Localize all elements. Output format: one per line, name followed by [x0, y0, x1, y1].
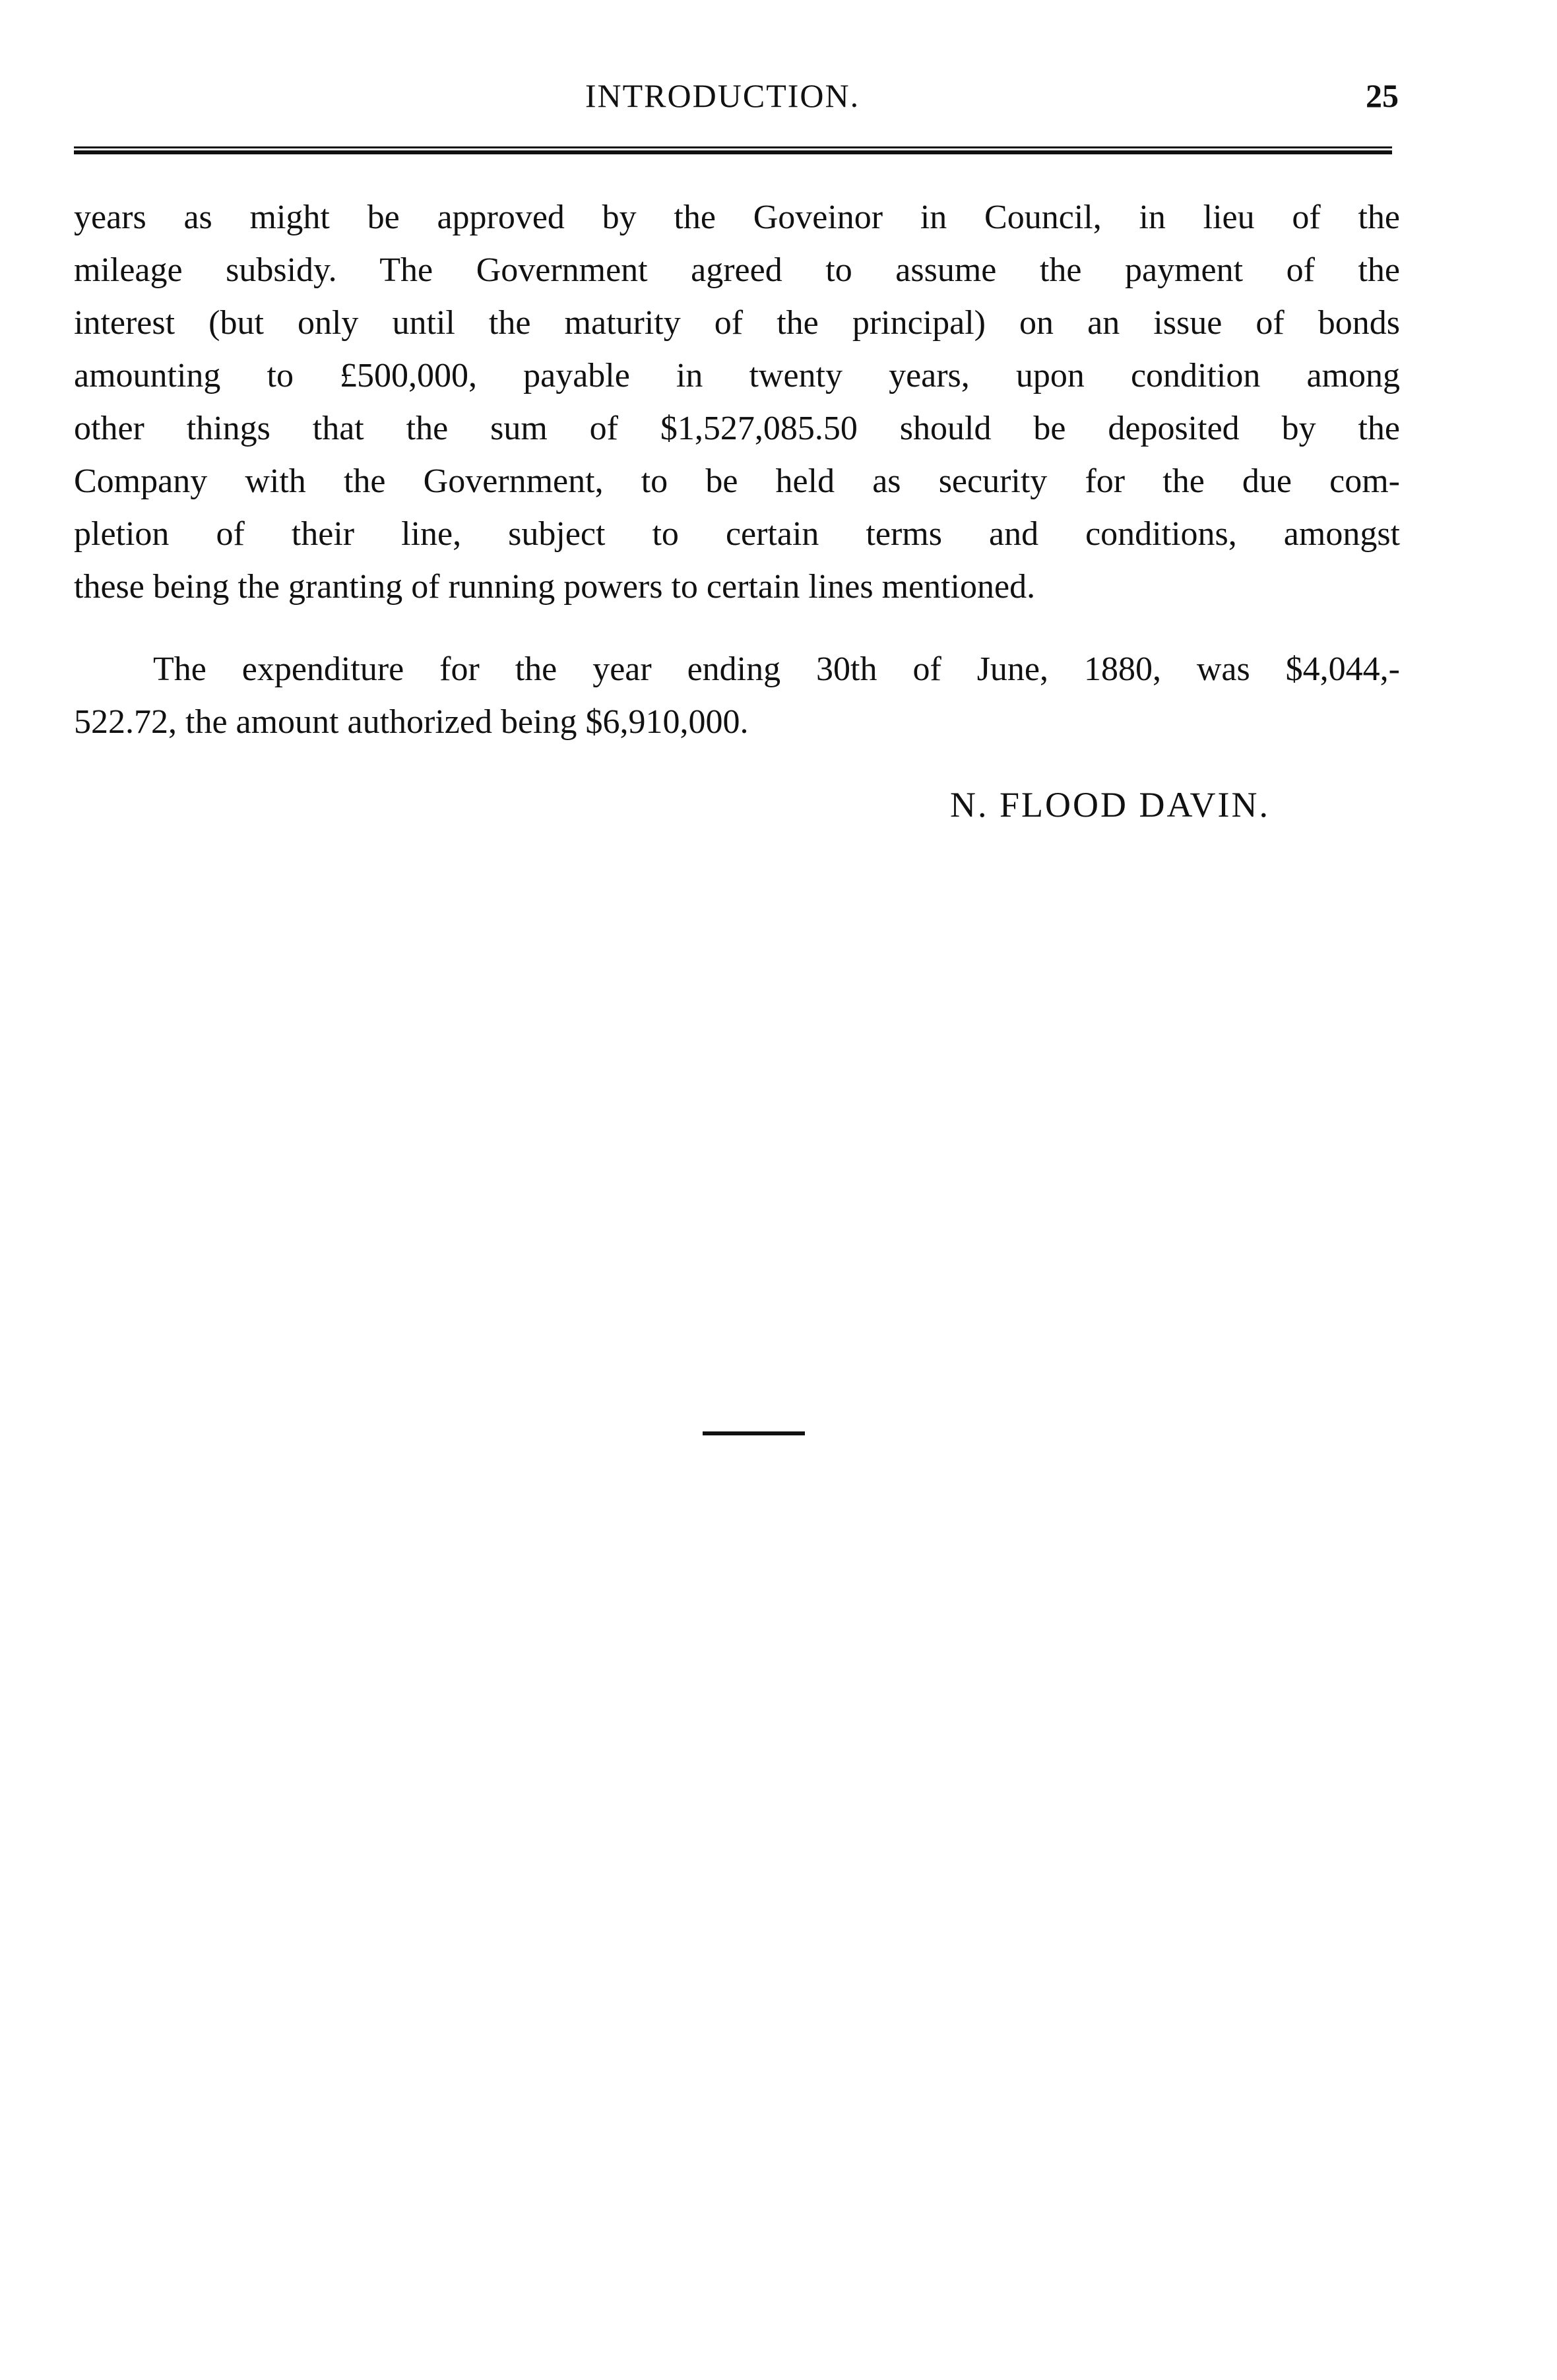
paragraph-expenditure [74, 643, 1400, 749]
text-line: other things that the sum of $1,527,085.50 should be deposited by the [74, 410, 1400, 447]
text-line: The expenditure for the year ending 30th of June, 1880, was $4,044,- [153, 650, 1400, 688]
text-line: 522.72, the amount authorized being $6,910,000. [74, 703, 749, 741]
section-end-rule [703, 1431, 805, 1435]
running-title: INTRODUCTION. [585, 77, 860, 114]
text-line: years as might be approved by the Goveinor in Council, in lieu of the [74, 199, 1400, 236]
text-line: mileage subsidy. The Government agreed to assume the payment of the [74, 251, 1400, 289]
paragraph-bonds [74, 191, 1400, 613]
text-line: Company with the Government, to be held as security for the due com- [74, 462, 1400, 500]
author-signature: N. FLOOD DAVIN. [950, 785, 1271, 825]
text-line: pletion of their line, subject to certain terms and conditions, amongst [74, 515, 1400, 553]
text-line: amounting to £500,000, payable in twenty years, upon condition among [74, 357, 1400, 394]
running-head [0, 73, 1557, 119]
text-line: these being the granting of running powers to certain lines mentioned. [74, 568, 1036, 606]
page-number: 25 [1366, 77, 1399, 114]
text-line: interest (but only until the maturity of the principal) on an issue of bonds [74, 304, 1400, 342]
header-double-rule [74, 146, 1392, 154]
